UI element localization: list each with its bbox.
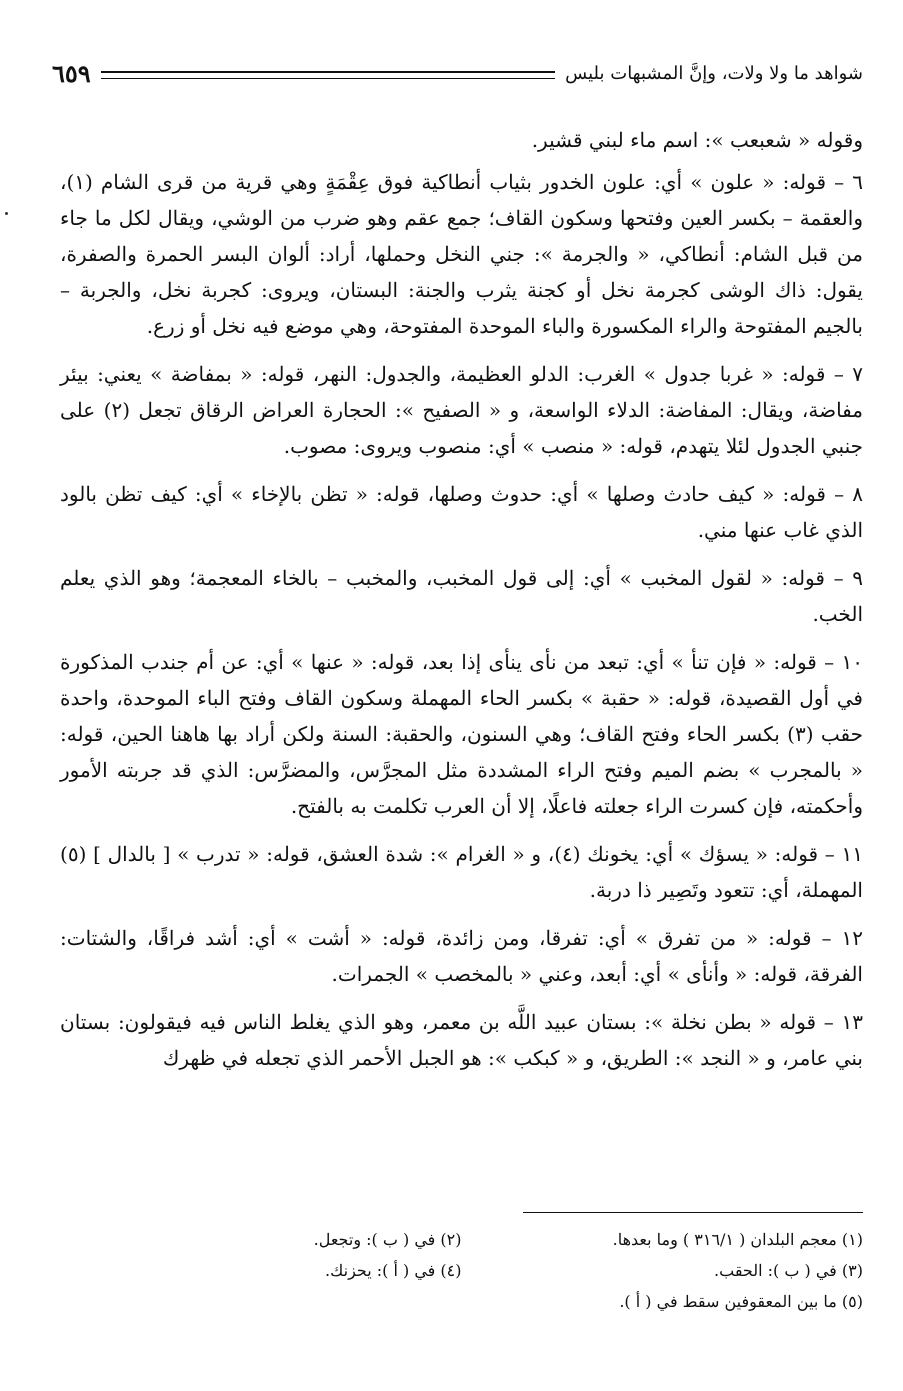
footnote-4: (٤) في ( أ ): يحزنك. [325,1261,462,1280]
paragraph: ٦ – قوله: « علون » أي: علون الخدور بثياب أنطاكية فوق عِقْمَةٍ وهي قرية من قرى الشام (١)، والعقمة – بكسر العين وفتحها وسكون القاف؛ جمع عقم وهو ضرب من الوشي، ويقال لكل ما جاء من قبل الشام: أنطاكي، « والجرمة »: جني النخل وحملها، أراد: ألوان البسر الحمرة والصفرة، يقول: ذاك الوشى كجرمة نخل أو كجنة يثرب والجنة: البستان، ويروى: كجربة نخل، والجربة – بالجيم المفتوحة والراء المكسورة والباء الموحدة المفتوحة، وهي موضع فيه نخل أو زرع. [60,170,863,338]
paragraph: وقوله « شعبعب »: اسم ماء لبني قشير. [531,128,863,152]
paragraph: ١٠ – قوله: « فإن تنأ » أي: تبعد من نأى ينأى إذا بعد، قوله: « عنها » أي: عن أم جندب المذكورة في أول القصيدة، قوله: « حقبة » بكسر الحاء المهملة وسكون القاف وفتح الباء الموحدة، واحدة حقب (٣) بكسر الحاء وفتح القاف؛ وهي السنون، والحقبة: السنة ولكن أراد بها هاهنا الحين، قوله: « بالمجرب » بضم الميم وفتح الراء المشددة مثل المجرَّس، والمضرَّس: الذي قد جربته الأمور وأحكمته، فإن كسرت الراء جعلته فاعلًا، إلا أن العرب تكلمت به بالفتح. [60,650,864,818]
paragraph: ١١ – قوله: « يسؤك » أي: يخونك (٤)، و « الغرام »: شدة العشق، قوله: « تدرب » [ بالدال ] (٥) المهملة، أي: تتعود وتَصِير ذا دربة. [60,842,863,902]
page-header [52,56,863,90]
page-body [60,122,863,1088]
footnotes [60,1224,863,1317]
footnote-separator [523,1212,863,1213]
header-rule [101,71,556,79]
footnote-3: (٣) في ( ب ): الحقب. [714,1261,863,1280]
footnote-5: (٥) ما بين المعقوفين سقط في ( أ ). [619,1292,863,1311]
paragraph: ٧ – قوله: « غربا جدول » الغرب: الدلو العظيمة، والجدول: النهر، قوله: « بمفاضة » يعني: بيئر مفاضة، ويقال: المفاضة: الدلاء الواسعة، و « الصفيح »: الحجارة العراض الرقاق تجعل (٢) على جنبي الجدول لئلا يتهدم، قوله: « منصب » أي: منصوب ويروى: مصوب. [60,362,864,458]
paragraph: ٩ – قوله: « لقول المخبب » أي: إلى قول المخبب، والمخبب – بالخاء المعجمة؛ وهو الذي يعلم الخب. [60,566,863,626]
paragraph: ١٢ – قوله: « من تفرق » أي: تفرقا، ومن زائدة، قوله: « أشت » أي: أشد فراقًا، والشتات: الفرقة، قوله: « وأنأى » أي: أبعد، وعني « بالمخصب » الجمرات. [60,926,863,986]
footnote-row [60,1286,863,1317]
footnote-row [60,1224,863,1255]
page-number: ٦٥٩ [52,58,91,88]
paragraph: ١٣ – قوله « بطن نخلة »: بستان عبيد اللَّه بن معمر، وهو الذي يغلط الناس فيه فيقولون: بستان بني عامر، و « النجد »: الطريق، و « كبكب »: هو الجبل الأحمر الذي تجعله في ظهرك [60,1010,863,1070]
footnote-row [60,1255,863,1286]
running-title: شواهد ما ولا ولات، وإنَّ المشبهات بليس [565,62,863,84]
paragraph: ٨ – قوله: « كيف حادث وصلها » أي: حدوث وصلها، قوله: « تظن بالإخاء » أي: كيف تظن بالود الذي غاب عنها مني. [60,482,863,542]
margin-mark [5,212,8,215]
footnote-1: (١) معجم البلدان ( ٣١٦/١ ) وما بعدها. [612,1230,863,1249]
footnote-2: (٢) في ( ب ): وتجعل. [313,1230,462,1249]
